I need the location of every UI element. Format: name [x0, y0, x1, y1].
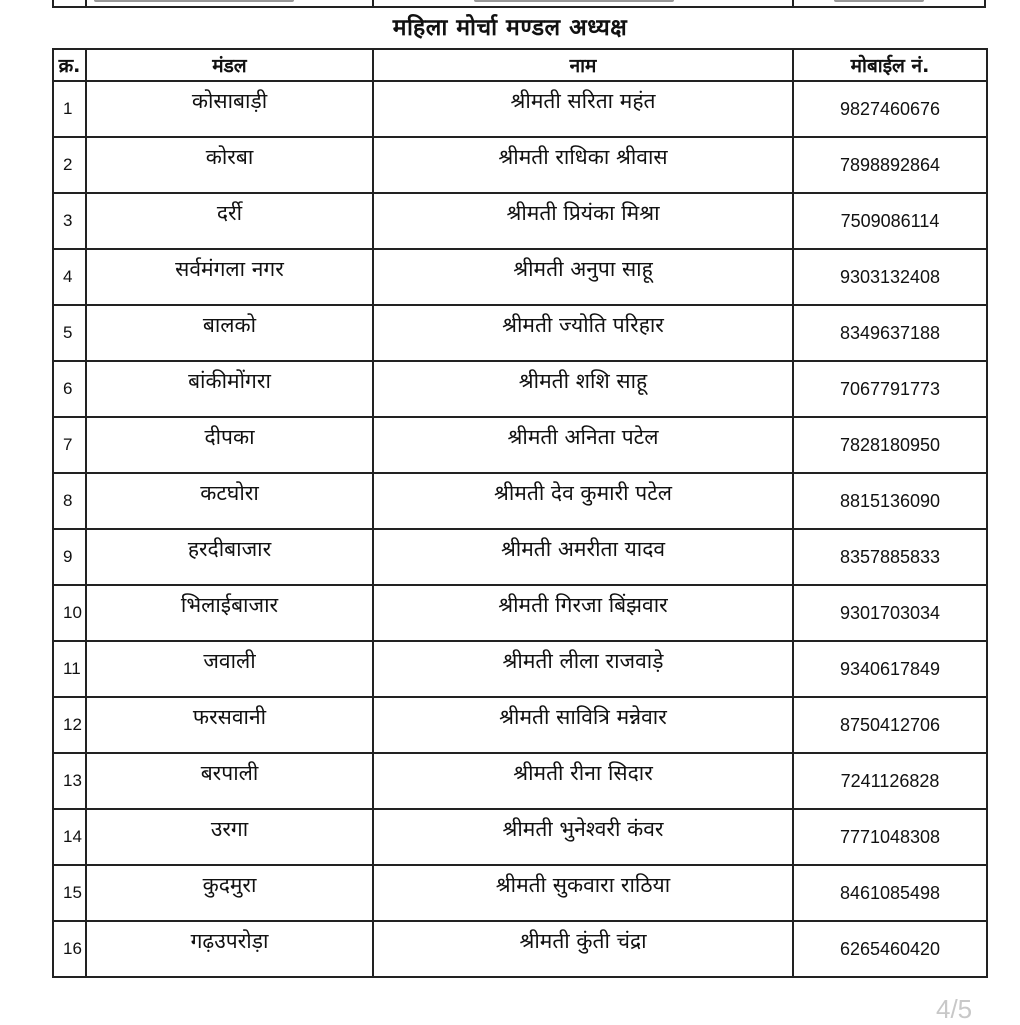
table-row — [53, 417, 987, 473]
row-mandal — [86, 305, 373, 361]
mandal-text: कोरबा — [205, 145, 254, 169]
table-row — [53, 361, 987, 417]
name-text: श्रीमती प्रियंका मिश्रा — [506, 201, 660, 225]
previous-table-fragment — [52, 0, 986, 8]
row-number: 8 — [53, 473, 86, 529]
table-row — [53, 697, 987, 753]
row-mobile: 8349637188 — [793, 305, 987, 361]
name-text: श्रीमती लीला राजवाड़े — [502, 649, 664, 673]
mandal-text: भिलाईबाजार — [180, 593, 279, 617]
row-mandal — [86, 417, 373, 473]
row-mobile: 7241126828 — [793, 753, 987, 809]
name-text: श्रीमती कुंती चंद्रा — [519, 929, 647, 953]
row-mandal — [86, 529, 373, 585]
mandal-text: बालको — [202, 313, 257, 337]
page-title: महिला मोर्चा मण्डल अध्यक्ष — [392, 15, 628, 41]
mandal-text: हरदीबाजार — [187, 537, 272, 561]
table-row — [53, 529, 987, 585]
name-text: श्रीमती अनुपा साहू — [513, 257, 653, 281]
row-number: 12 — [53, 697, 86, 753]
row-mandal — [86, 753, 373, 809]
header-mobile: मोबाईल नं. — [793, 49, 987, 81]
table-row — [53, 585, 987, 641]
table-row — [53, 473, 987, 529]
table-row — [53, 193, 987, 249]
name-text: श्रीमती राधिका श्रीवास — [498, 145, 668, 169]
row-mandal — [86, 809, 373, 865]
table-row — [53, 305, 987, 361]
row-name — [373, 585, 793, 641]
row-name — [373, 809, 793, 865]
row-mobile: 9301703034 — [793, 585, 987, 641]
row-number: 9 — [53, 529, 86, 585]
mandal-text: सर्वमंगला नगर — [175, 257, 284, 281]
mandal-text: जवाली — [203, 649, 256, 673]
row-number: 7 — [53, 417, 86, 473]
table-row — [53, 249, 987, 305]
row-mobile: 7771048308 — [793, 809, 987, 865]
row-number: 15 — [53, 865, 86, 921]
row-mobile: 7509086114 — [793, 193, 987, 249]
mandal-text: दर्री — [216, 201, 243, 225]
row-name — [373, 81, 793, 137]
row-mobile: 8461085498 — [793, 865, 987, 921]
table-row — [53, 81, 987, 137]
row-name — [373, 249, 793, 305]
mandal-text: बांकीमोंगरा — [188, 369, 271, 393]
name-text: श्रीमती अमरीता यादव — [500, 537, 666, 561]
row-number: 16 — [53, 921, 86, 977]
row-name — [373, 921, 793, 977]
row-name — [373, 641, 793, 697]
mandal-text: बरपाली — [200, 761, 259, 785]
row-mandal — [86, 865, 373, 921]
name-text: श्रीमती रीना सिदार — [513, 761, 653, 785]
row-number: 11 — [53, 641, 86, 697]
row-mobile: 7067791773 — [793, 361, 987, 417]
row-mandal — [86, 473, 373, 529]
row-name — [373, 193, 793, 249]
name-text: श्रीमती ज्योति परिहार — [502, 313, 664, 337]
table-row — [53, 865, 987, 921]
mandal-text: उरगा — [210, 817, 249, 841]
row-number: 6 — [53, 361, 86, 417]
name-text: श्रीमती भुनेश्वरी कंवर — [502, 817, 664, 841]
mandal-text: दीपका — [204, 425, 255, 449]
row-mobile: 9303132408 — [793, 249, 987, 305]
row-mandal — [86, 193, 373, 249]
name-text: श्रीमती शशि साहू — [518, 369, 648, 393]
row-number: 4 — [53, 249, 86, 305]
row-mobile: 9827460676 — [793, 81, 987, 137]
header-mandal: मंडल — [86, 49, 373, 81]
row-name — [373, 753, 793, 809]
row-mobile: 9340617849 — [793, 641, 987, 697]
row-mobile: 8815136090 — [793, 473, 987, 529]
table-row — [53, 921, 987, 977]
table-row — [53, 641, 987, 697]
row-name — [373, 529, 793, 585]
row-mandal — [86, 361, 373, 417]
name-text: श्रीमती गिरजा बिंझवार — [498, 593, 668, 617]
row-mandal — [86, 81, 373, 137]
row-mandal — [86, 137, 373, 193]
mandal-text: कटघोरा — [200, 481, 259, 505]
row-number: 2 — [53, 137, 86, 193]
mandal-text: कोसाबाड़ी — [191, 89, 268, 113]
table-row — [53, 809, 987, 865]
row-number: 10 — [53, 585, 86, 641]
row-name — [373, 417, 793, 473]
header-number: क्र. — [53, 49, 86, 81]
mandal-text: गढ़उपरोड़ा — [190, 929, 269, 953]
row-mobile: 8357885833 — [793, 529, 987, 585]
row-mandal — [86, 921, 373, 977]
name-text: श्रीमती सरिता महंत — [510, 89, 656, 113]
row-mandal — [86, 697, 373, 753]
name-text: श्रीमती अनिता पटेल — [507, 425, 659, 449]
row-number: 1 — [53, 81, 86, 137]
row-mandal — [86, 641, 373, 697]
row-number: 13 — [53, 753, 86, 809]
header-name: नाम — [373, 49, 793, 81]
name-text: श्रीमती सुकवारा राठिया — [495, 873, 671, 897]
row-name — [373, 137, 793, 193]
row-name — [373, 697, 793, 753]
row-mobile: 8750412706 — [793, 697, 987, 753]
row-name — [373, 361, 793, 417]
row-name — [373, 473, 793, 529]
mandal-text: फरसवानी — [192, 705, 267, 729]
row-number: 5 — [53, 305, 86, 361]
page-indicator: 4/5 — [936, 994, 973, 1024]
table-row — [53, 137, 987, 193]
row-mandal — [86, 249, 373, 305]
row-mandal — [86, 585, 373, 641]
name-text: श्रीमती देव कुमारी पटेल — [493, 481, 673, 505]
row-number: 3 — [53, 193, 86, 249]
mandal-president-table — [52, 48, 988, 978]
row-mobile: 7828180950 — [793, 417, 987, 473]
table-row — [53, 753, 987, 809]
row-mobile: 6265460420 — [793, 921, 987, 977]
name-text: श्रीमती सावित्रि मन्नेवार — [499, 705, 667, 729]
row-number: 14 — [53, 809, 86, 865]
table-header-row — [53, 49, 987, 81]
row-name — [373, 305, 793, 361]
row-name — [373, 865, 793, 921]
mandal-text: कुदमुरा — [202, 873, 257, 897]
row-mobile: 7898892864 — [793, 137, 987, 193]
